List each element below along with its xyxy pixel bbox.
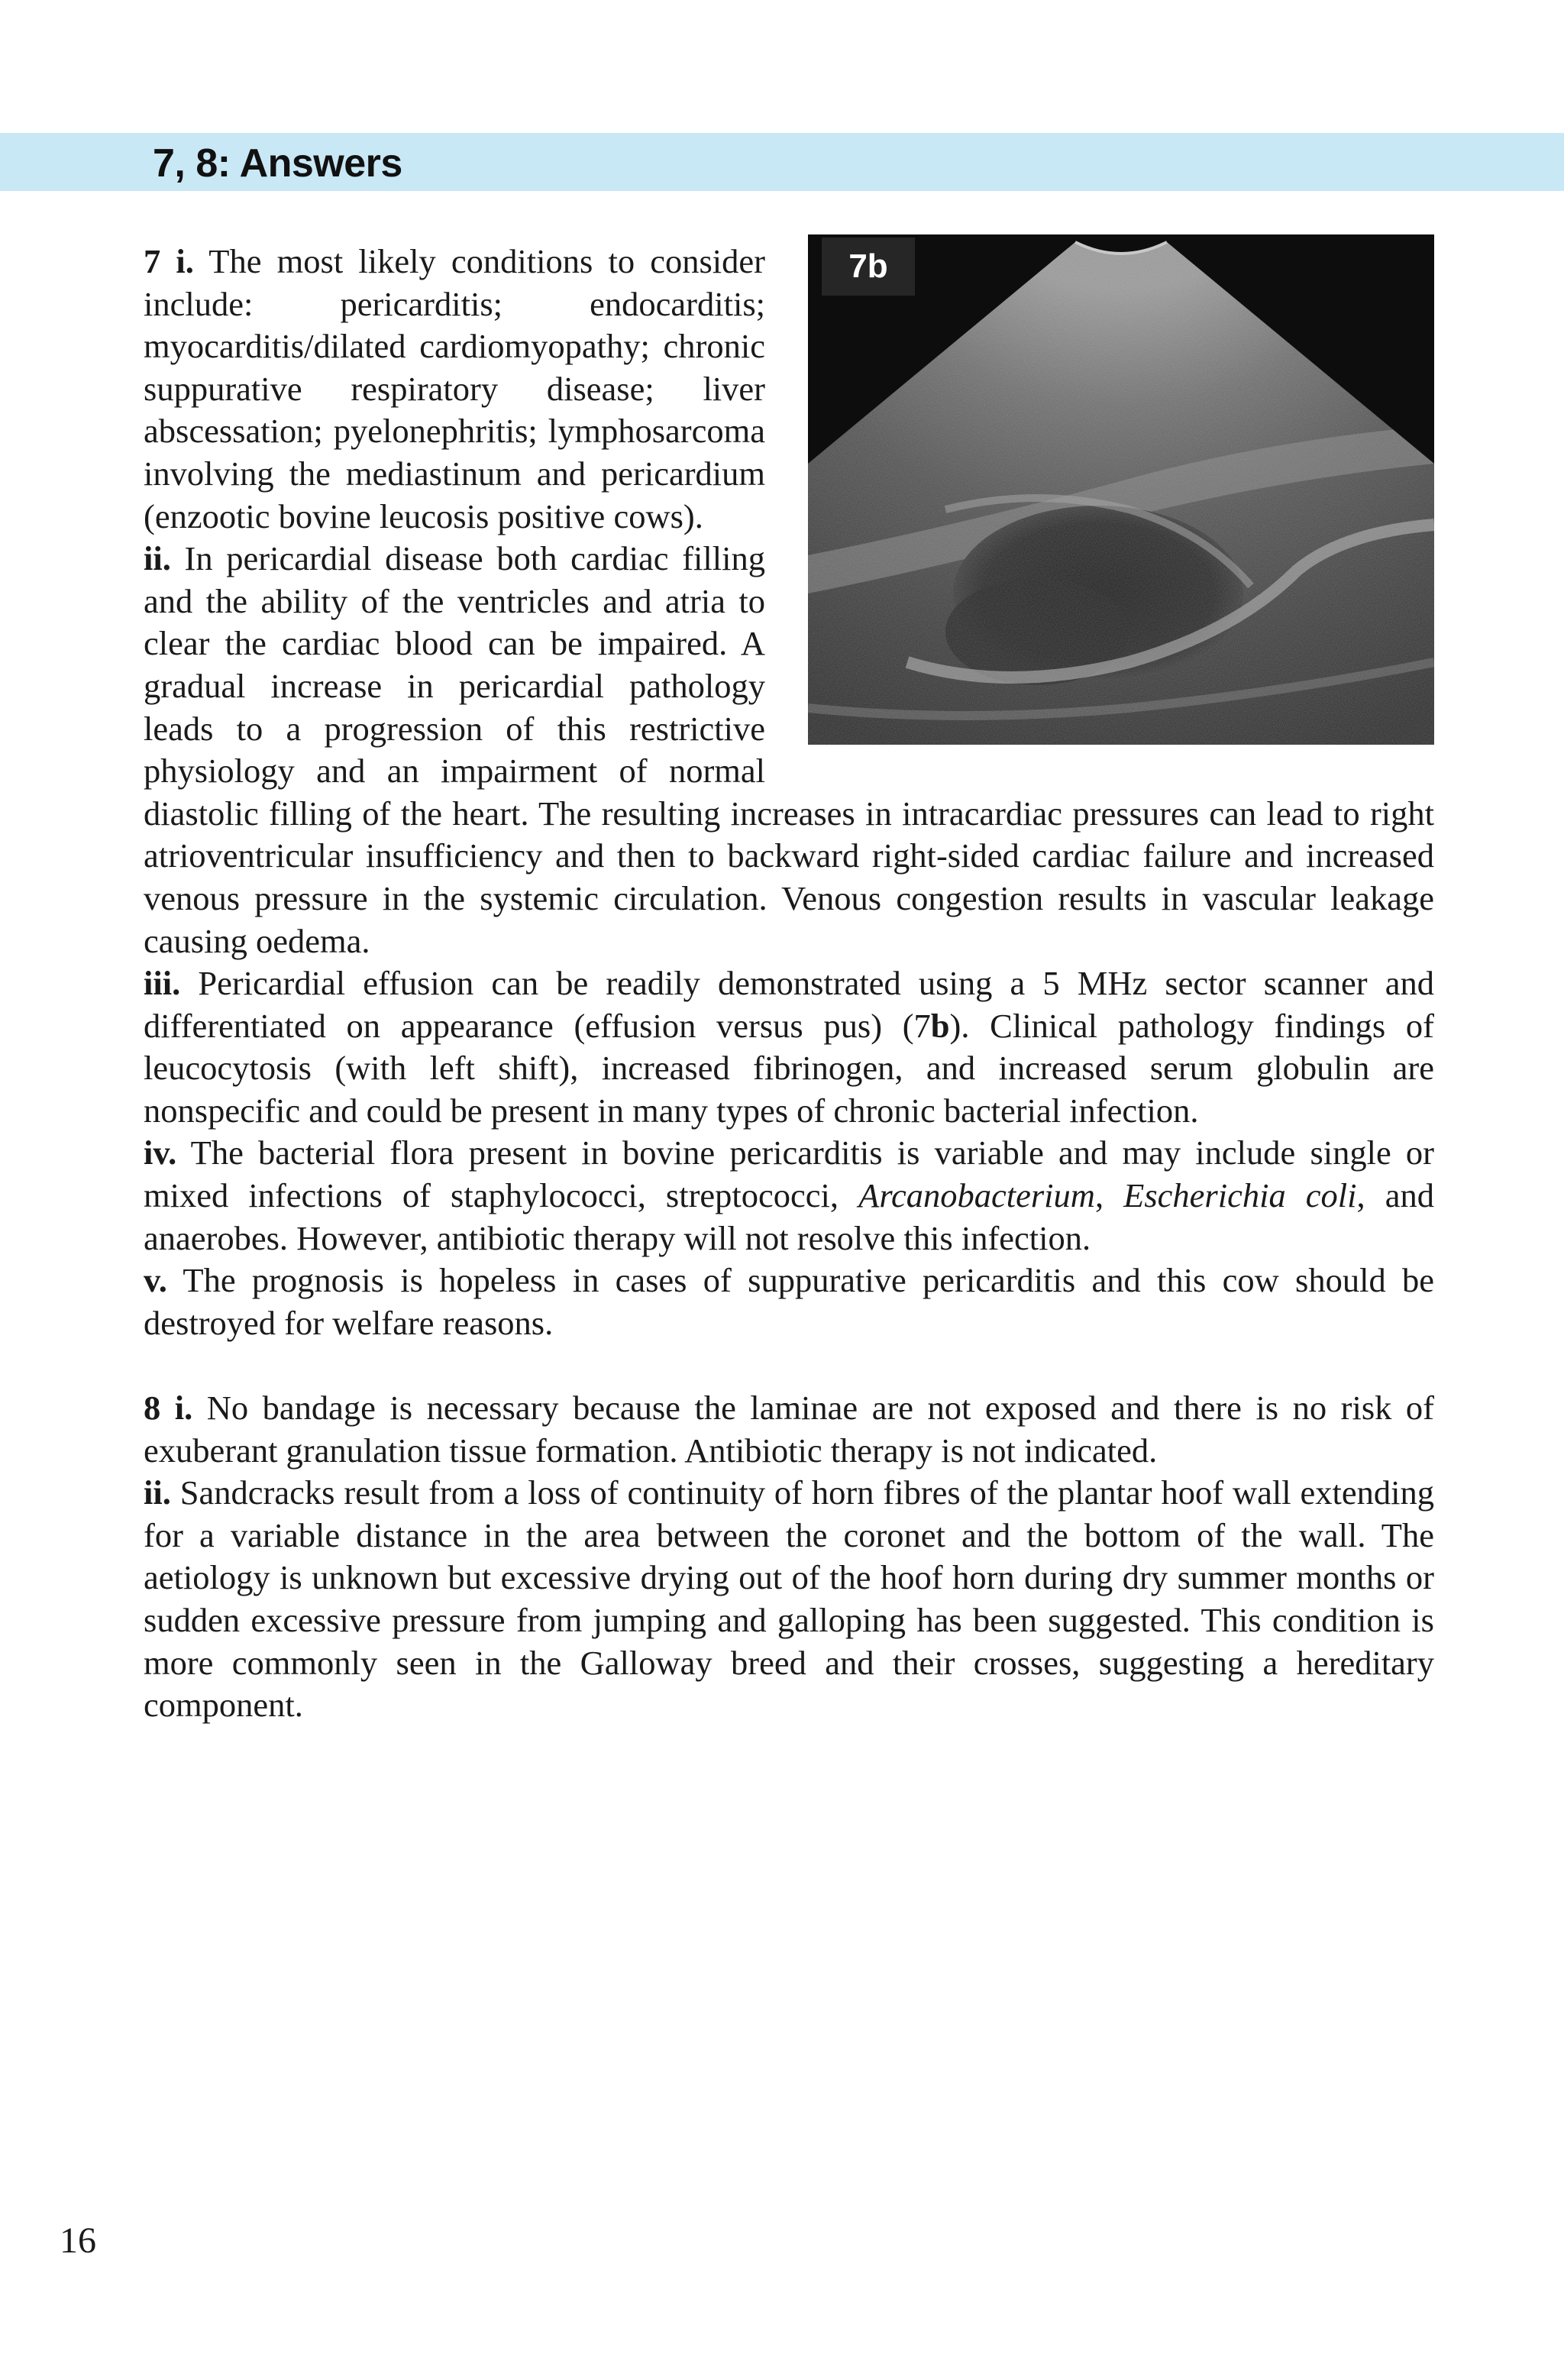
answer-number: ii. xyxy=(144,539,171,578)
answer-text: , and anaerobes. However, antibiotic therapy will not resolve this infection. xyxy=(144,1176,1434,1257)
figure-label: 7b xyxy=(822,238,915,296)
answer-number: iii. xyxy=(144,964,181,1003)
answer-number: ii. xyxy=(144,1473,171,1512)
italic-term: Escherichia coli xyxy=(1123,1176,1357,1215)
answer-text: Pericardial effusion can be readily demonstrated using a 5 MHz sector scanner and differentiated on appearance (effusion versus pus) (7 xyxy=(144,964,1434,1045)
answer-number: 7 i. xyxy=(144,242,194,280)
answer-text: , xyxy=(1094,1176,1124,1215)
answer-number: 8 i. xyxy=(144,1389,193,1428)
answer-7-v xyxy=(144,1260,1434,1344)
answer-text: The bacterial flora present in bovine pericarditis is variable and may include single or mixed infections of staphylococci, streptococci, xyxy=(144,1133,1434,1215)
page-title: 7, 8: Answers xyxy=(153,141,402,186)
answer-text: No bandage is necessary because the laminae are not exposed and there is no risk of exuberant granulation tissue formation. Antibiotic therapy is not indicated. xyxy=(144,1389,1434,1470)
page-number: 16 xyxy=(60,2220,96,2261)
italic-term: Arcanobacterium xyxy=(858,1176,1095,1215)
answer-number: iv. xyxy=(144,1133,177,1172)
answer-number: v. xyxy=(144,1261,167,1300)
figure-reference: b xyxy=(930,1006,950,1045)
answers-body xyxy=(144,241,1434,1727)
answer-text: ). Clinical pathology findings of leucocytosis (with left shift), increased fibrinogen, and increased serum globulin are nonspecific and could be present in many types of chronic bacterial infection. xyxy=(144,1006,1434,1130)
answer-text: The prognosis is hopeless in cases of suppurative pericarditis and this cow should be destroyed for welfare reasons. xyxy=(144,1261,1434,1342)
answer-text: The most likely conditions to consider include: pericarditis; endocarditis; myocarditis/dilated cardiomyopathy; chronic suppurative respiratory disease; liver abscessation; pyelonephritis; lymphosarcoma involving the mediastinum and pericardium (enzootic bovine leucosis positive cows). xyxy=(144,242,765,535)
answer-8-ii xyxy=(144,1472,1434,1727)
answer-text: In pericardial disease both cardiac filling and the ability of the ventricles and atria to clear the cardiac blood can be impaired. A gradual increase in pericardial pathology leads to a progression of this restrictive physiology and an impairment of normal diastolic filling of the heart. The resulting increases in intracardiac pressures can lead to right atrioventricular insufficiency and then to backward right-sided cardiac failure and increased venous pressure in the systemic circulation. Venous congestion results in vascular leakage causing oedema. xyxy=(144,539,1434,960)
ultrasound-image xyxy=(808,234,1434,745)
answer-8-i xyxy=(144,1387,1434,1472)
answer-7-iv xyxy=(144,1132,1434,1260)
answer-7-iii xyxy=(144,962,1434,1132)
ultrasound-figure-7b xyxy=(808,234,1434,745)
answer-text: Sandcracks result from a loss of continuity of horn fibres of the plantar hoof wall extending for a variable distance in the area between the coronet and the bottom of the wall. The aetiology is unknown but excessive drying out of the hoof horn during dry summer months or sudden excessive pressure from jumping and galloping has been suggested. This condition is more commonly seen in the Galloway breed and their crosses, suggesting a hereditary component. xyxy=(144,1473,1434,1725)
